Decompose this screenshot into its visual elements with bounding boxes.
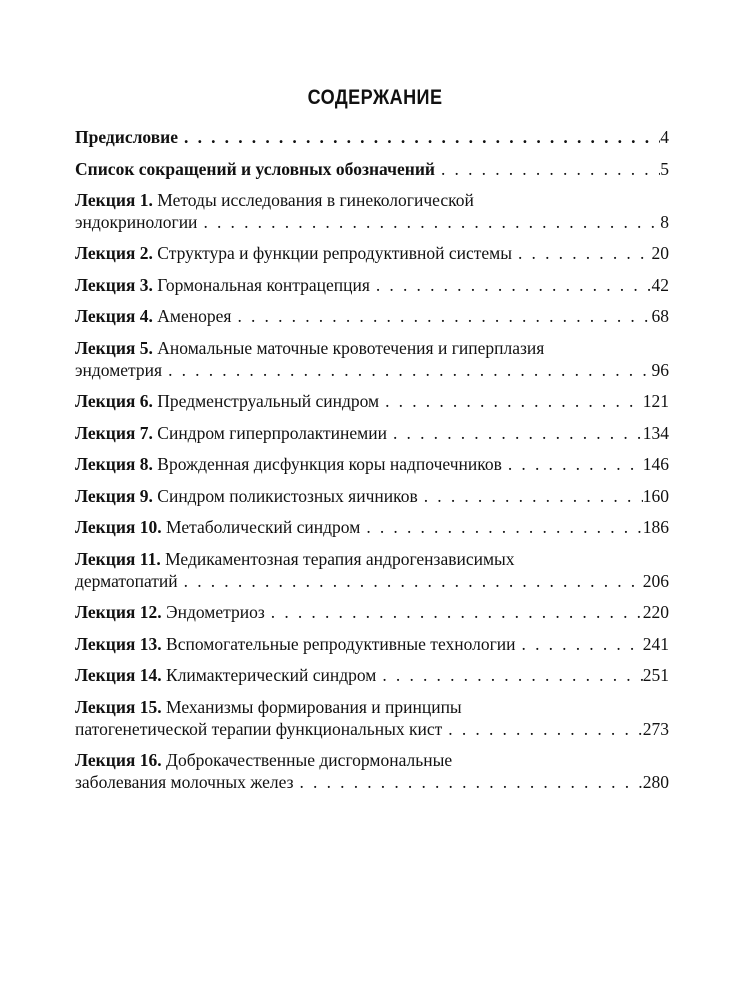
- toc-entry-lecture-1[interactable]: [75, 189, 669, 233]
- toc-page-number: 4: [660, 127, 669, 147]
- lecture-label: Лекция 14.: [75, 665, 162, 686]
- lecture-label: Лекция 2.: [75, 243, 153, 264]
- toc-entry-lecture-4[interactable]: [75, 305, 669, 327]
- toc-entry-lecture-8[interactable]: [75, 453, 669, 475]
- dot-leader: [516, 633, 643, 655]
- toc-entry-title-continued: дерматопатий: [75, 570, 178, 591]
- lecture-label: Лекция 8.: [75, 454, 153, 475]
- toc-entry-lecture-13[interactable]: [75, 633, 669, 655]
- toc-entry-title: Механизмы формирования и принципы: [166, 696, 462, 717]
- toc-entry-title: Методы исследования в гинекологической: [157, 190, 474, 211]
- toc-entry-lecture-6[interactable]: [75, 390, 669, 412]
- toc-entry-title: Гормональная контрацепция: [157, 274, 370, 295]
- toc-page-number: 5: [660, 158, 669, 179]
- dot-leader: [370, 274, 652, 296]
- toc-entry-lecture-9[interactable]: [75, 485, 669, 507]
- toc-page-number: 241: [642, 633, 669, 654]
- toc-entry-title: Вспомогательные репродуктивные технологии: [166, 633, 516, 654]
- toc-page-number: 20: [651, 243, 669, 264]
- dot-leader: [376, 664, 642, 686]
- toc-entry-lecture-15[interactable]: [75, 696, 669, 740]
- toc-page-number: 121: [642, 390, 669, 411]
- dot-leader: [178, 126, 660, 148]
- toc-entry-lecture-3[interactable]: [75, 274, 669, 296]
- toc-page-number: 251: [642, 665, 669, 686]
- toc-entry-title: Список сокращений и условных обозначений: [75, 158, 435, 179]
- toc-entry-lecture-12[interactable]: [75, 601, 669, 623]
- toc-entry-title: Медикаментозная терапия андрогензависимых: [165, 548, 515, 569]
- lecture-label: Лекция 7.: [75, 422, 153, 443]
- lecture-label: Лекция 12.: [75, 601, 162, 622]
- toc-entry-lecture-7[interactable]: [75, 422, 669, 444]
- lecture-label: Лекция 3.: [75, 274, 153, 295]
- toc-entry-lecture-10[interactable]: [75, 516, 669, 538]
- toc-page-number: 160: [642, 485, 669, 506]
- lecture-label: Лекция 15.: [75, 696, 162, 717]
- toc-entry-title: Аменорея: [157, 306, 232, 327]
- table-of-contents: [75, 126, 669, 802]
- dot-leader: [435, 158, 660, 180]
- toc-entry-title-continued: патогенетической терапии функциональных кист: [75, 718, 443, 739]
- dot-leader: [197, 211, 660, 233]
- toc-entry-title: Предисловие: [75, 127, 179, 147]
- toc-page-number: 8: [660, 212, 669, 233]
- toc-page-number: 146: [642, 454, 669, 475]
- toc-entry-title: Климактерический синдром: [166, 665, 377, 686]
- toc-entry-lecture-11[interactable]: [75, 548, 669, 592]
- toc-entry-title-continued: заболевания молочных желез: [75, 771, 294, 792]
- lecture-label: Лекция 11.: [75, 548, 161, 569]
- lecture-label: Лекция 4.: [75, 306, 153, 327]
- dot-leader: [178, 570, 643, 592]
- dot-leader: [231, 305, 651, 327]
- dot-leader: [418, 485, 643, 507]
- toc-entry-preface[interactable]: [75, 126, 669, 148]
- toc-entry-title-continued: эндометрия: [75, 359, 163, 380]
- toc-entry-title: Доброкачественные дисгормональные: [166, 749, 453, 770]
- lecture-label: Лекция 5.: [75, 337, 153, 358]
- page-title: СОДЕРЖАНИЕ: [307, 86, 443, 109]
- dot-leader: [512, 242, 652, 264]
- toc-page-number: 68: [651, 306, 669, 327]
- toc-entry-lecture-14[interactable]: [75, 664, 669, 686]
- toc-entry-title: Метаболический синдром: [166, 517, 361, 538]
- dot-leader: [294, 771, 643, 793]
- toc-page-number: 273: [642, 718, 669, 739]
- dot-leader: [502, 453, 643, 475]
- toc-entry-title: Синдром поликистозных яичников: [157, 485, 418, 506]
- toc-entry-title: Структура и функции репродуктивной системы: [157, 243, 512, 264]
- lecture-label: Лекция 16.: [75, 749, 162, 770]
- dot-leader: [360, 516, 642, 538]
- toc-entry-title: Предменструальный синдром: [157, 390, 380, 411]
- toc-page-number: 42: [651, 274, 669, 295]
- lecture-label: Лекция 9.: [75, 485, 153, 506]
- toc-entry-lecture-16[interactable]: [75, 749, 669, 793]
- lecture-label: Лекция 1.: [75, 190, 153, 211]
- lecture-label: Лекция 10.: [75, 517, 162, 538]
- toc-entry-lecture-2[interactable]: [75, 242, 669, 264]
- dot-leader: [442, 718, 642, 740]
- toc-entry-title: Синдром гиперпролактинемии: [157, 422, 387, 443]
- toc-entry-title-continued: эндокринологии: [75, 212, 198, 233]
- dot-leader: [162, 359, 651, 381]
- toc-entry-lecture-5[interactable]: [75, 337, 669, 381]
- toc-page-number: 206: [642, 570, 669, 591]
- lecture-label: Лекция 6.: [75, 390, 153, 411]
- toc-page-number: 96: [651, 359, 669, 380]
- dot-leader: [387, 422, 643, 444]
- toc-entry-title: Эндометриоз: [166, 601, 265, 622]
- toc-entry-title: Аномальные маточные кровотечения и гиперплазия: [157, 337, 545, 358]
- lecture-label: Лекция 13.: [75, 633, 162, 654]
- toc-page-number: 134: [642, 422, 669, 443]
- toc-page-number: 220: [642, 601, 669, 622]
- toc-page-number: 186: [642, 517, 669, 538]
- toc-entry-title: Врожденная дисфункция коры надпочечников: [157, 454, 502, 475]
- dot-leader: [379, 390, 643, 412]
- toc-page-number: 280: [642, 771, 669, 792]
- toc-entry-abbreviations[interactable]: [75, 158, 669, 180]
- dot-leader: [265, 601, 643, 623]
